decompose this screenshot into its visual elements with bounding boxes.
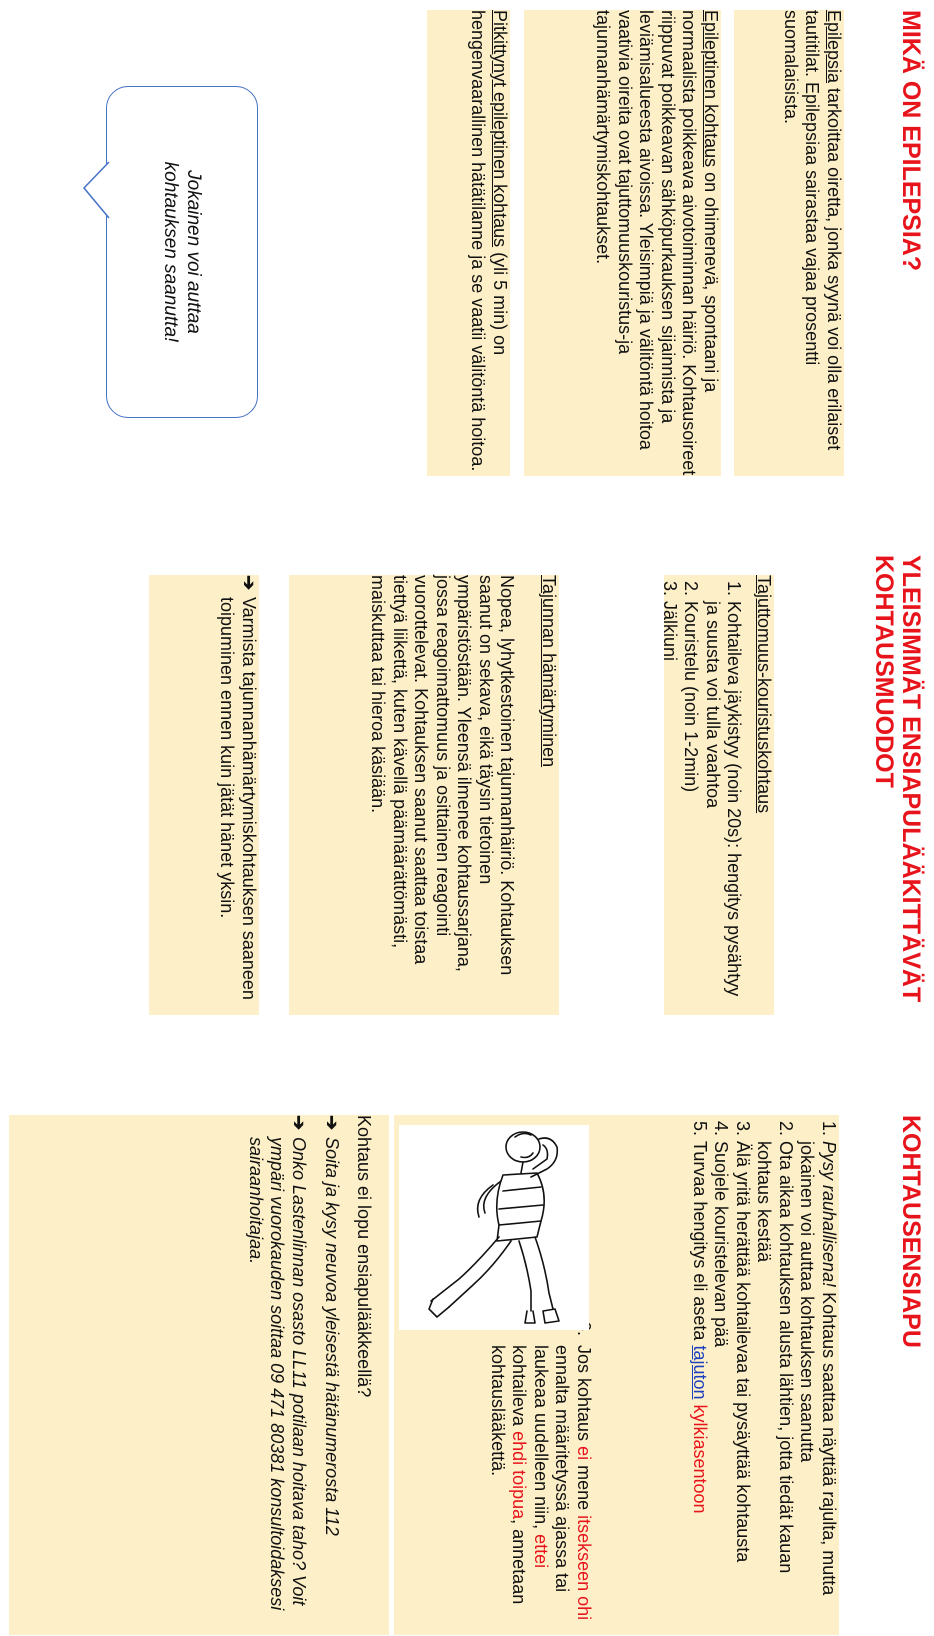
box-prolonged-seizure (427, 10, 510, 476)
box-seizure-definition (524, 10, 721, 476)
question-seizure-continues: Kohtaus ei lopu ensiapulääkkeellä? (354, 1115, 374, 1398)
step-6-part: , annetaan kohtauslääkettä. (488, 1345, 530, 1605)
box-first-aid-steps (594, 1115, 839, 1635)
tonic-clonic-phase: 1. Kohtaileva jäykistyy (noin 20s): hengitys pysähtyy ja suusta voi tulla vaahtoa (702, 601, 745, 1015)
seizure-person-illustration (399, 1125, 589, 1330)
step-6-red: ei (574, 1446, 594, 1461)
step-6-part: ennalta määritetyssä ajassa tai laukeaa uudelleen niin, (531, 1345, 573, 1593)
title-what-is-epilepsy: MIKÄ ON EPILEPSIA? (897, 10, 925, 272)
first-aid-step-3: 3. Älä yritä herättää kohtailevaa tai pysäyttää kohtausta (732, 1141, 754, 1635)
step-6-part: mene (574, 1460, 594, 1516)
step-1-text: Kohtaus saattaa näyttää rajulta, mutta jokainen voi auttaa kohtauksen saanutta (797, 1141, 839, 1596)
tonic-clonic-phase: 3. Jälkiuni (659, 601, 681, 1015)
text-call-112: Soita ja kysy neuvoa yleisestä hätänumerosta 112 (322, 1137, 343, 1536)
first-aid-steps (689, 1115, 840, 1635)
first-aid-step-2: 2. Ota aikaa kohtauksen alusta lähtien, jotta tiedät kauan kohtaus kestää (753, 1141, 796, 1635)
step-6-red: ettei (531, 1534, 551, 1569)
box-verify-recovery (149, 575, 259, 1015)
step-5-text: Turvaa hengitys eli aseta (690, 1141, 710, 1346)
tonic-clonic-phases (659, 575, 745, 1015)
text-impaired-awareness: Nopea, lyhytkestoinen tajunnanhäiriö. Kohtauksen saanut on sekava, eikä täysin tietoinen ympäristöstään. Yleensä ilmenee kohtaussarjana, jossa reagoimattomuus ja osittainen reagointi vuorottelevat. Kohtauksen saanut saattaa toistaa tiettyä liikettä, kuten kävellä päämäärättömästi, maiskuttaa tai hieroa käsiään. (368, 575, 518, 976)
speech-bubble-tail (82, 160, 110, 220)
speech-bubble-text: Jokainen voi auttaa kohtauksen saanutta! (160, 161, 204, 343)
arrow-right-icon: ➔ (322, 1115, 343, 1131)
call-ward-instruction (245, 1115, 310, 1635)
box-tonic-clonic (660, 575, 774, 1015)
heading-impaired-awareness: Tajunnan hämärtyminen (539, 575, 559, 768)
arrow-right-icon: ➔ (239, 575, 259, 591)
term-prolonged-seizure: Pitkittynyt epileptinen kohtaus (490, 10, 510, 248)
first-aid-step-4: 4. Suojele kouristelevan pää (710, 1141, 732, 1635)
step-6-red: ehdi toipua (509, 1431, 530, 1520)
tonic-clonic-phase: 2. Kouristelu (noin 1-2min) (680, 601, 702, 1015)
text-prolonged-seizure: (yli 5 min) on hengenvaarallinen hätätilanne ja se vaatii välitöntä hoitoa. (468, 10, 510, 472)
step-6-red: itsekseen ohi (574, 1515, 594, 1621)
step-6-part: Jos kohtaus (574, 1345, 594, 1447)
text-seizure-definition: on ohimenevä, spontaani ja normaalista poikkeava aivotoiminnan häiriö. Kohtausoireet riippuvat poikkeavan sähköpurkauksen sijainnista ja leviämisalueesta aivoissa. Yleisimpiä ja välitöntä hoitoa vaativia oireita ovat tajuttomuuskouristus-ja tajunnanhämärtymiskohtaukset. (593, 10, 721, 476)
speech-bubble (106, 86, 258, 418)
box-epilepsy-definition (734, 10, 844, 476)
call-112-instruction (321, 1115, 343, 1635)
first-aid-step-1 (796, 1141, 839, 1635)
title-first-aid: KOHTAUSENSIAPU (897, 1115, 925, 1348)
box-impaired-awareness (289, 575, 559, 1015)
step-1-emphasis: Pysy rauhallisena! (819, 1141, 839, 1288)
heading-tonic-clonic: Tajuttomuus-kouristuskohtaus (754, 575, 774, 814)
arrow-right-icon: ➔ (289, 1115, 309, 1131)
text-epilepsy-definition: tarkoittaa oiretta, jonka syynä voi olla erilaiset tautitilat. Epilepsiaa sairastaa vajaa prosentti suomalaisista. (781, 10, 844, 451)
link-unconscious[interactable]: tajuton (690, 1345, 710, 1400)
step-6-text (487, 1321, 595, 1635)
box-seizure-continues (9, 1115, 389, 1635)
step-5-red: kylkiasentoon (690, 1399, 710, 1514)
step-6-number: 6. (574, 1321, 594, 1337)
first-aid-step-5 (689, 1141, 711, 1635)
term-epileptic-seizure: Epileptinen kohtaus (701, 10, 721, 168)
text-verify-recovery: Varmista tajunnanhämärtymiskohtauksen saaneen toipuminen ennen kuin jätät hänet yksin. (217, 597, 259, 1000)
title-seizure-types: YLEISIMMÄT ENSIAPULÄÄKITTÄVÄT KOHTAUSMUODOT (870, 555, 925, 1003)
text-call-ward: Onko Lastenlinnan osasto LL11 potilaan hoitava taho? Voit ympäri vuorokauden soittaa 09 471 80381 konsultoidaksesi sairaanhoitajaa. (246, 1137, 309, 1611)
term-epilepsy: Epilepsia (824, 10, 844, 84)
step-6-part: kohtaileva (509, 1345, 530, 1432)
